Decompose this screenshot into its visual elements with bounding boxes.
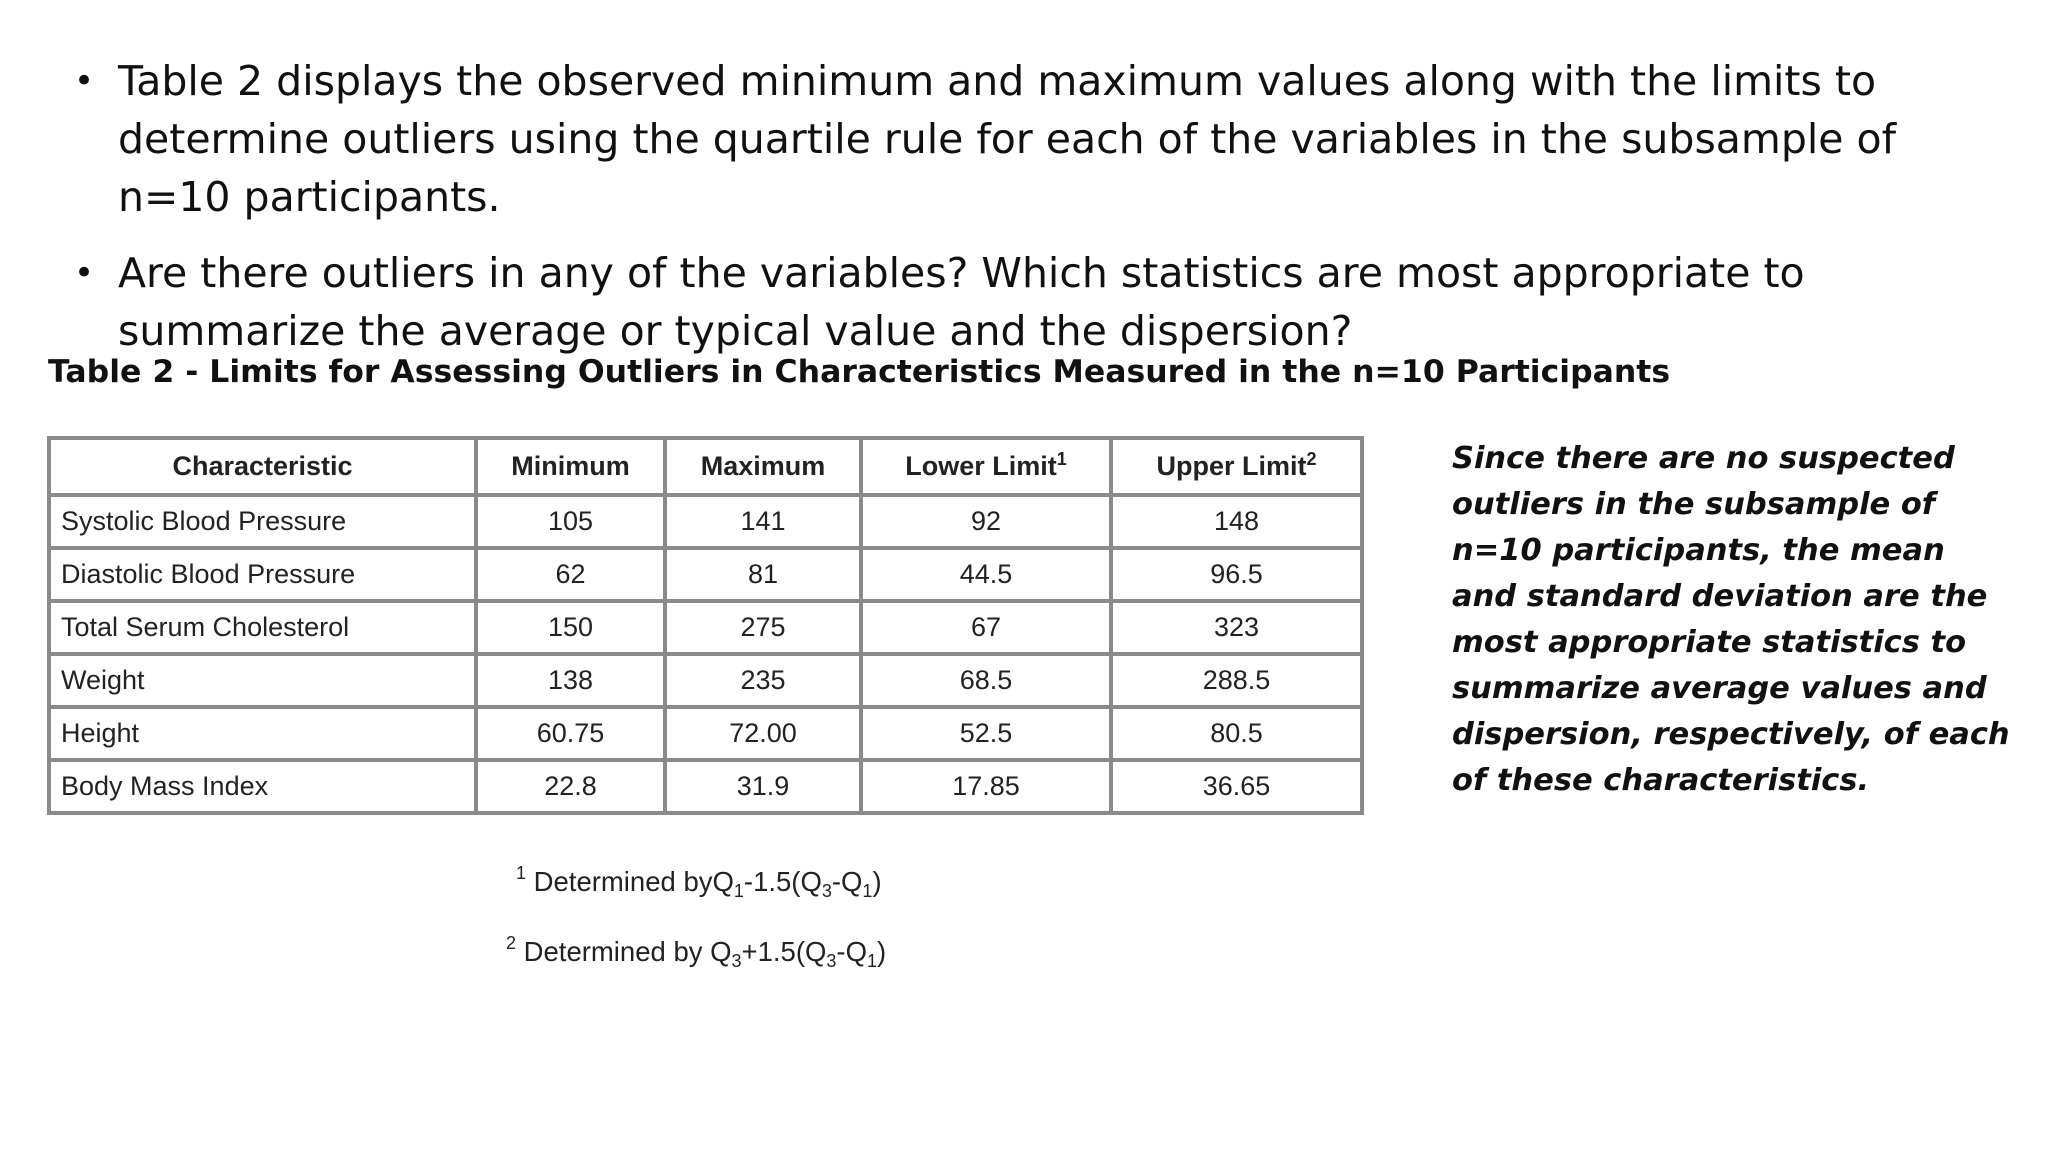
cell-lower-limit: 68.5 bbox=[861, 654, 1111, 707]
cell-upper-limit: 80.5 bbox=[1111, 707, 1362, 760]
cell-characteristic: Diastolic Blood Pressure bbox=[49, 548, 476, 601]
formula-subscript: 3 bbox=[731, 951, 742, 971]
header-upper-limit bbox=[1111, 438, 1362, 495]
header-characteristic: Characteristic bbox=[49, 438, 476, 495]
bullet-list bbox=[74, 52, 2004, 378]
outlier-limits-table bbox=[47, 436, 1364, 815]
formula-symbol: Q bbox=[845, 936, 867, 967]
table-title: Table 2 - Limits for Assessing Outliers in Characteristics Measured in the n=10 Participants bbox=[48, 354, 1671, 390]
formula-operator: ) bbox=[876, 936, 887, 967]
table-header-row bbox=[49, 438, 1362, 495]
cell-characteristic: Total Serum Cholesterol bbox=[49, 601, 476, 654]
formula-symbol: Q bbox=[712, 866, 734, 897]
cell-characteristic: Height bbox=[49, 707, 476, 760]
cell-minimum: 105 bbox=[476, 495, 665, 548]
bullet-item bbox=[74, 244, 2004, 360]
formula-subscript: 1 bbox=[733, 881, 744, 901]
formula-subscript: 3 bbox=[826, 951, 837, 971]
bullet-dot-icon: • bbox=[74, 253, 95, 293]
cell-lower-limit: 52.5 bbox=[861, 707, 1111, 760]
cell-lower-limit: 17.85 bbox=[861, 760, 1111, 813]
cell-maximum: 81 bbox=[665, 548, 861, 601]
cell-lower-limit: 92 bbox=[861, 495, 1111, 548]
formula-operator: -1.5( bbox=[743, 866, 801, 897]
bullet-item bbox=[74, 52, 2004, 226]
footnote-lower-limit bbox=[516, 863, 882, 901]
formula-symbol: Q bbox=[710, 936, 732, 967]
footnote-upper-limit bbox=[506, 933, 887, 971]
header-upper-limit-footnote-marker: 2 bbox=[1306, 449, 1317, 469]
cell-characteristic: Weight bbox=[49, 654, 476, 707]
cell-characteristic: Systolic Blood Pressure bbox=[49, 495, 476, 548]
formula-operator: - bbox=[831, 866, 842, 897]
header-lower-limit bbox=[861, 438, 1111, 495]
header-maximum: Maximum bbox=[665, 438, 861, 495]
formula-subscript: 1 bbox=[866, 951, 877, 971]
footnote-text: Determined by bbox=[523, 936, 711, 967]
table-row bbox=[49, 495, 1362, 548]
footnote-text: Determined by bbox=[533, 866, 713, 897]
cell-upper-limit: 96.5 bbox=[1111, 548, 1362, 601]
table-row bbox=[49, 707, 1362, 760]
cell-maximum: 275 bbox=[665, 601, 861, 654]
footnote-marker: 1 bbox=[516, 863, 527, 883]
formula-operator: - bbox=[836, 936, 846, 967]
bullet-text: Are there outliers in any of the variables? Which statistics are most appropriate to summarize the average or typical value and the dispersion? bbox=[118, 249, 1805, 355]
formula-operator: ) bbox=[872, 866, 882, 897]
header-lower-limit-label: Lower Limit bbox=[905, 451, 1057, 481]
cell-minimum: 150 bbox=[476, 601, 665, 654]
bullet-text: Table 2 displays the observed minimum and maximum values along with the limits to determine outliers using the quartile rule for each of the variables in the subsample of n=10 participants. bbox=[118, 57, 1897, 221]
cell-maximum: 31.9 bbox=[665, 760, 861, 813]
cell-lower-limit: 44.5 bbox=[861, 548, 1111, 601]
cell-minimum: 60.75 bbox=[476, 707, 665, 760]
cell-maximum: 141 bbox=[665, 495, 861, 548]
table-row bbox=[49, 654, 1362, 707]
cell-upper-limit: 288.5 bbox=[1111, 654, 1362, 707]
header-upper-limit-label: Upper Limit bbox=[1156, 451, 1307, 481]
cell-minimum: 138 bbox=[476, 654, 665, 707]
table-row bbox=[49, 760, 1362, 813]
table-container bbox=[47, 436, 1364, 815]
cell-maximum: 235 bbox=[665, 654, 861, 707]
bullet-dot-icon: • bbox=[74, 61, 95, 101]
table-row bbox=[49, 548, 1362, 601]
header-minimum: Minimum bbox=[476, 438, 665, 495]
side-note-conclusion: Since there are no suspected outliers in the subsample of n=10 participants, the mean and standard deviation are the most appropriate statistics to summarize average values and dispersion, respectively, of each of these characteristics. bbox=[1452, 441, 2010, 798]
cell-lower-limit: 67 bbox=[861, 601, 1111, 654]
cell-minimum: 62 bbox=[476, 548, 665, 601]
cell-minimum: 22.8 bbox=[476, 760, 665, 813]
formula-operator: +1.5( bbox=[741, 936, 805, 967]
formula-subscript: 3 bbox=[821, 881, 832, 901]
table-row bbox=[49, 601, 1362, 654]
formula-subscript: 1 bbox=[862, 881, 873, 901]
cell-characteristic: Body Mass Index bbox=[49, 760, 476, 813]
formula-symbol: Q bbox=[805, 936, 827, 967]
footnote-marker: 2 bbox=[506, 933, 517, 953]
cell-upper-limit: 323 bbox=[1111, 601, 1362, 654]
cell-upper-limit: 36.65 bbox=[1111, 760, 1362, 813]
formula-symbol: Q bbox=[800, 866, 822, 897]
cell-upper-limit: 148 bbox=[1111, 495, 1362, 548]
formula-symbol: Q bbox=[841, 866, 863, 897]
header-lower-limit-footnote-marker: 1 bbox=[1056, 449, 1067, 469]
cell-maximum: 72.00 bbox=[665, 707, 861, 760]
